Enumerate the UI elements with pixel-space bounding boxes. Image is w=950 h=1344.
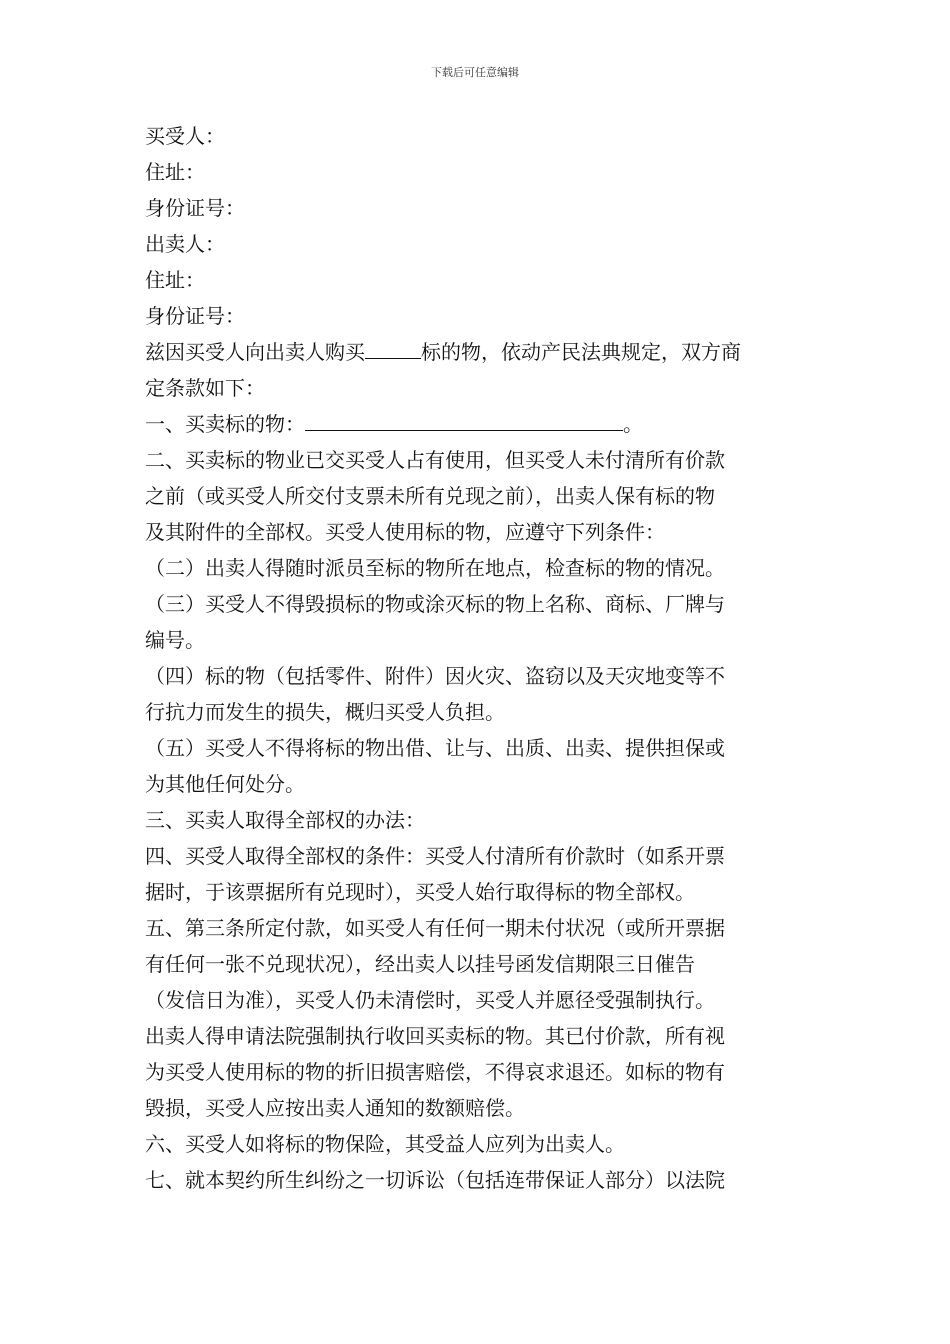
intro-line [145, 334, 809, 370]
paragraph-line: 毁损，买受人应按出卖人通知的数额赔偿。 [145, 1096, 525, 1120]
clause-1-label: 一、买卖标的物： [145, 412, 305, 436]
item-description-blank [305, 406, 623, 431]
paragraph-line: 及其附件的全部权。买受人使用标的物，应遵守下列条件： [145, 520, 665, 544]
clause-1 [145, 406, 809, 442]
buyer-label: 买受人： [145, 124, 225, 148]
paragraph-line: 为买受人使用标的物的折旧损害赔偿，不得哀求退还。如标的物有 [145, 1060, 725, 1084]
paragraph-line: （发信日为准），买受人仍未清偿时，买受人并愿径受强制执行。 [145, 988, 715, 1012]
paragraph-line: （四）标的物（包括零件、附件）因火灾、盗窃以及天灾地变等不 [145, 664, 725, 688]
item-name-blank [365, 334, 421, 359]
paragraph-line: 据时，于该票据所有兑现时），买受人始行取得标的物全部权。 [145, 880, 695, 904]
intro-text-1: 兹因买受人向出卖人购买 [145, 340, 365, 364]
seller-label: 出卖人： [145, 232, 225, 256]
paragraph-line: （五）买受人不得将标的物出借、让与、出质、出卖、提供担保或 [145, 736, 725, 760]
page-header: 下载后可任意编辑 [431, 66, 519, 79]
paragraph-line: 编号。 [145, 628, 205, 652]
paragraph-line: 三、买卖人取得全部权的办法： [145, 808, 425, 832]
paragraph-line: （二）出卖人得随时派员至标的物所在地点，检查标的物的情况。 [145, 556, 725, 580]
paragraph-line: 之前（或买受人所交付支票未所有兑现之前），出卖人保有标的物 [145, 484, 715, 508]
seller-address-label: 住址： [145, 268, 205, 292]
paragraph-line: 为其他任何处分。 [145, 772, 305, 796]
clause-1-end: 。 [623, 412, 643, 436]
intro-line-2: 定条款如下： [145, 376, 265, 400]
paragraph-line: 二、买卖标的物业已交买受人占有使用，但买受人未付清所有价款 [145, 448, 725, 472]
paragraph-line: （三）买受人不得毁损标的物或涂灭标的物上名称、商标、厂牌与 [145, 592, 725, 616]
intro-text-2: 标的物，依动产民法典规定，双方商 [421, 340, 741, 364]
paragraph-line: 七、就本契约所生纠纷之一切诉讼（包括连带保证人部分）以法院 [145, 1168, 725, 1192]
paragraph-line: 六、买受人如将标的物保险，其受益人应列为出卖人。 [145, 1132, 625, 1156]
buyer-address-label: 住址： [145, 160, 205, 184]
seller-id-label: 身份证号： [145, 304, 245, 328]
paragraph-line: 四、买受人取得全部权的条件：买受人付清所有价款时（如系开票 [145, 844, 725, 868]
paragraph-line: 有任何一张不兑现状况），经出卖人以挂号函发信期限三日催告 [145, 952, 695, 976]
paragraph-line: 出卖人得申请法院强制执行收回买卖标的物。其已付价款，所有视 [145, 1024, 725, 1048]
paragraph-line: 行抗力而发生的损失，概归买受人负担。 [145, 700, 505, 724]
paragraph-line: 五、第三条所定付款，如买受人有任何一期未付状况（或所开票据 [145, 916, 725, 940]
buyer-id-label: 身份证号： [145, 196, 245, 220]
contract-body [145, 118, 809, 1198]
